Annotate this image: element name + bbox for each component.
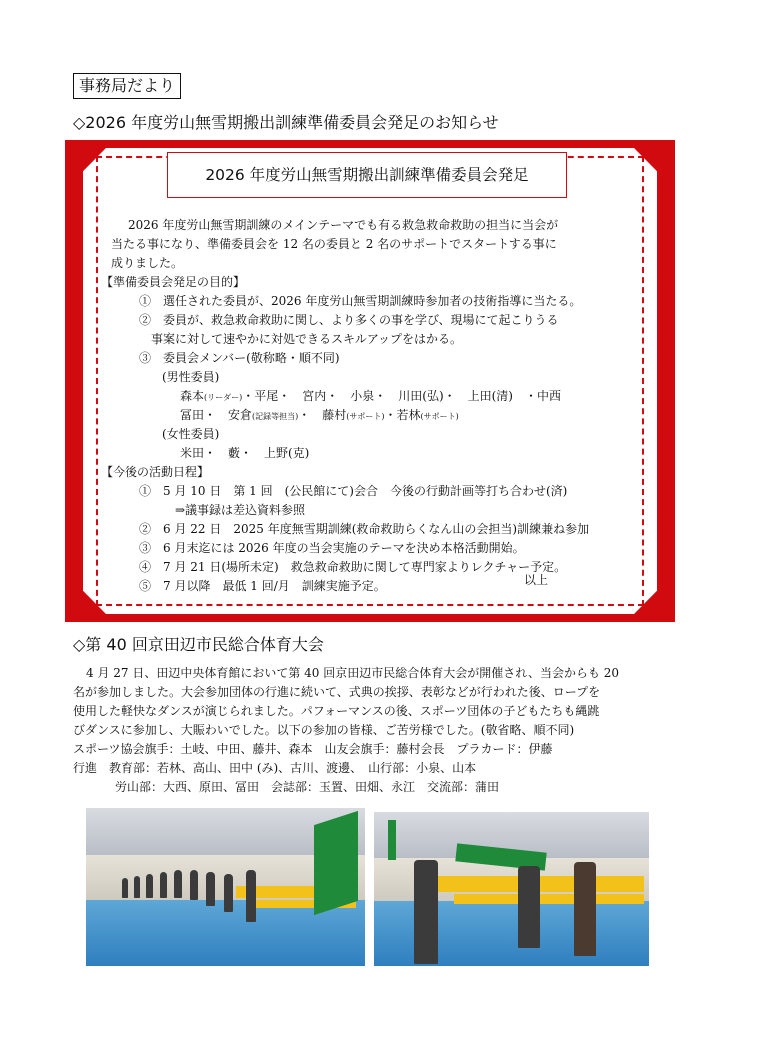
schedule-item: ① 5 月 10 日 第 1 回 (公民館にて)会合 今後の行動計画等打ち合わせ(済) bbox=[139, 484, 568, 498]
member-name: 冨田・ 安倉 bbox=[180, 408, 253, 422]
member-name: ・若林 bbox=[384, 408, 421, 422]
schedule-item: ④ 7 月 21 日(場所未定) 救急救命救助に関して専門家よりレクチャー予定。 bbox=[139, 560, 567, 574]
photo-parade-left bbox=[86, 808, 365, 966]
member-name: 森本 bbox=[180, 389, 205, 403]
purpose-item: ③ 委員会メンバー(敬称略・順不同) bbox=[139, 351, 340, 365]
member-role-note: (サポート) bbox=[346, 412, 385, 421]
sports-meet-paragraph: 名が参加しました。大会参加団体の行進に続いて、式典の挨拶、表彰などが行われた後、ロープを bbox=[73, 685, 601, 699]
schedule-item: ⑤ 7 月以降 最低 1 回/月 訓練実施予定。 bbox=[139, 579, 386, 593]
male-members-heading: (男性委員) bbox=[162, 370, 220, 384]
section-heading-sports-meet: ◇第 40 回京田辺市民総合体育大会 bbox=[73, 635, 324, 654]
member-name: ・ 藤村 bbox=[298, 408, 347, 422]
member-role-note: (記録等担当) bbox=[252, 412, 299, 421]
purpose-item: ① 選任された委員が、2026 年度労山無雪期訓練時参加者の技術指導に当たる。 bbox=[139, 294, 582, 308]
sports-meet-paragraph: 4 月 27 日、田辺中央体育館において第 40 回京田辺市民総合体育大会が開催され、当会からも 20 bbox=[86, 666, 620, 680]
participants-line: 行進 教育部：若林、高山、田中 (み)、古川、渡邊、 山行部：小泉、山本 bbox=[73, 761, 477, 775]
purpose-item-cont: 事案に対して速やかに対処できるスキルアップをはかる。 bbox=[151, 332, 463, 346]
office-news-label: 事務局だより bbox=[73, 73, 181, 99]
participants-line: スポーツ協会旗手：土岐、中田、藤井、森本 山友会旗手：藤村会長 プラカード：伊藤 bbox=[73, 742, 553, 756]
notice-intro-line: 成りました。 bbox=[111, 256, 184, 270]
purpose-heading: 【準備委員会発足の目的】 bbox=[101, 275, 246, 289]
schedule-heading: 【今後の活動日程】 bbox=[101, 465, 210, 479]
male-members-row bbox=[180, 387, 561, 407]
participants-line: 労山部：大西、原田、冨田 会誌部：玉置、田畑、永江 交流部：蒲田 bbox=[115, 780, 500, 794]
sports-meet-paragraph: びダンスに参加し、大賑わいでした。以下の参加の皆様、ご苦労様でした。(敬省略、順不同) bbox=[73, 723, 575, 737]
notice-intro-line: 当たる事になり、準備委員会を 12 名の委員と 2 名のサポートでスタートする事に bbox=[111, 237, 557, 251]
member-role-note: (リーダー) bbox=[204, 393, 243, 402]
female-members-heading: (女性委員) bbox=[162, 427, 220, 441]
notice-closing: 以上 bbox=[524, 573, 549, 587]
schedule-item-note: ⇒議事録は差込資料参照 bbox=[175, 503, 306, 517]
sports-meet-paragraph: 使用した軽快なダンスが演じられました。パフォーマンスの後、スポーツ団体の子どもたちも縄跳 bbox=[73, 704, 600, 718]
photo-parade-right bbox=[374, 812, 649, 966]
female-members-row: 米田・ 藪・ 上野(克) bbox=[180, 446, 310, 460]
schedule-item: ③ 6 月末迄には 2026 年度の当会実施のテーマを決め本格活動開始。 bbox=[139, 541, 525, 555]
member-names: ・平尾・ 宮内・ 小泉・ 川田(弘)・ 上田(清) ・中西 bbox=[242, 389, 561, 403]
notice-title: 2026 年度労山無雪期搬出訓練準備委員会発足 bbox=[167, 152, 567, 198]
male-members-row bbox=[180, 406, 459, 426]
notice-intro-line: 2026 年度労山無雪期訓練のメインテーマでも有る救急救命救助の担当に当会が bbox=[128, 218, 559, 232]
purpose-item: ② 委員が、救急救命救助に関し、より多くの事を学び、現場にて起こりうる bbox=[139, 313, 559, 327]
schedule-item: ② 6 月 22 日 2025 年度無雪期訓練(救命救助らくなん山の会担当)訓練兼ね参加 bbox=[139, 522, 590, 536]
section-heading-committee: ◇2026 年度労山無雪期搬出訓練準備委員会発足のお知らせ bbox=[73, 113, 499, 132]
member-role-note: (サポート) bbox=[420, 412, 459, 421]
